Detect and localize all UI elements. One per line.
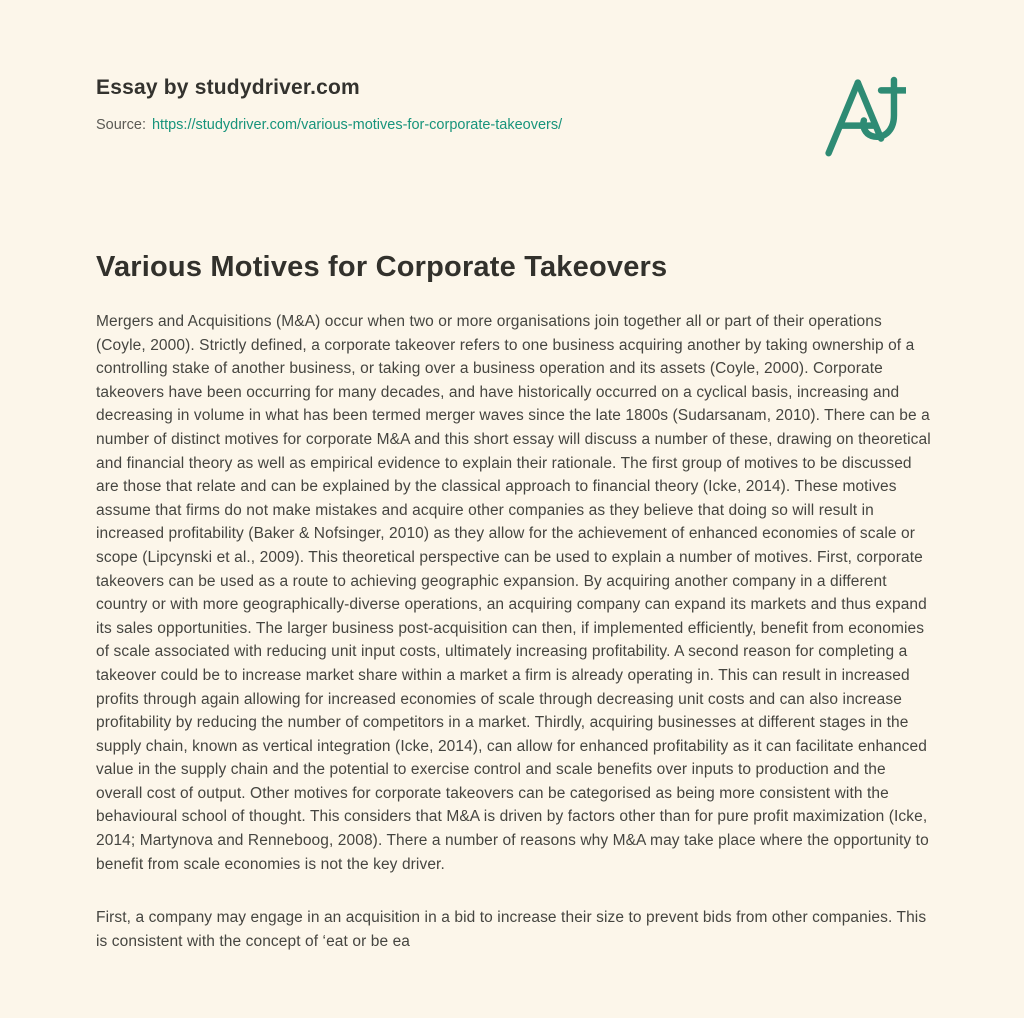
source-link[interactable]: https://studydriver.com/various-motives-for-corporate-takeovers/: [151, 117, 563, 133]
article-paragraph-2: First, a company may engage in an acquisition in a bid to increase their size to prevent bids from other companies. This is consistent with the concept of ‘eat or be ea: [96, 909, 927, 950]
article-body: [96, 310, 932, 953]
article-paragraph-1: Mergers and Acquisitions (M&A) occur when two or more organisations join together all or part of their operations (Coyle, 2000). Strictly defined, a corporate takeover refers to one business acquiring another by taking ownership of a controlling stake of another business, or taking over a business operation and its assets (Coyle, 2000). Corporate takeovers have been occurring for many decades, and have historically occurred on a cyclical basis, increasing and decreasing in volume in what has been termed merger waves since the late 1800s (Sudarsanam, 2010). There can be a number of distinct motives for corporate M&A and this short essay will discuss a number of these, drawing on theoretical and financial theory as well as empirical evidence to explain their rationale. The first group of motives to be discussed are those that relate and can be explained by the classical approach to financial theory (Icke, 2014). These motives assume that firms do not make mistakes and acquire other companies as they believe that doing so will result in increased profitability (Baker & Nofsinger, 2010) as they allow for the achievement of enhanced economies of scale or scope (Lipcynski et al., 2009). This theoretical perspective can be used to explain a number of motives. First, corporate takeovers can be used as a route to achieving geographic expansion. By acquiring another company in a different country or with more geographically-diverse operations, an acquiring company can expand its markets and thus expand its sales opportunities. The larger business post-acquisition can then, if implemented efficiently, benefit from economies of scale associated with reducing unit input costs, ultimately increasing profitability. A second reason for completing a takeover could be to increase market share within a market a firm is already operating in. This can result in increased profits through again allowing for increased economies of scale through decreasing unit costs and can also increase profitability by reducing the number of competitors in a market. Thirdly, acquiring businesses at different stages in the supply chain, known as vertical integration (Icke, 2014), can allow for enhanced profitability as it can facilitate enhanced value in the supply chain and the potential to exercise control and scale benefits over inputs to production and the overall cost of output. Other motives for corporate takeovers can be categorised as being more consistent with the behavioural school of thought. This considers that M&A is driven by factors other than for pure profit maximization (Icke, 2014; Martynova and Renneboog, 2008). There a number of reasons why M&A may take place where the opportunity to benefit from scale economies is not the key driver.: [96, 313, 931, 873]
article-title: Various Motives for Corporate Takeovers: [96, 251, 668, 283]
byline: Essay by studydriver.com: [96, 76, 360, 99]
studydriver-logo-icon: [820, 72, 906, 162]
source-line: [96, 117, 930, 133]
source-label: Source:: [96, 117, 146, 133]
